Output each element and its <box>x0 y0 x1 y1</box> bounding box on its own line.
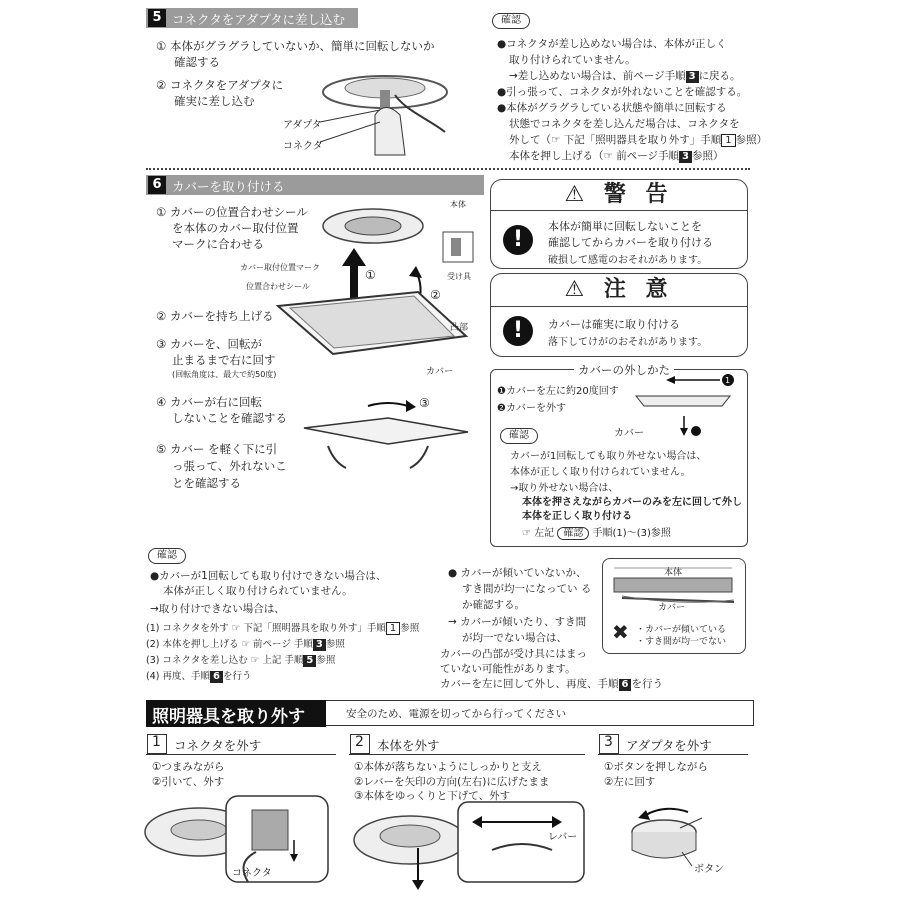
removal-s3-underline <box>598 754 748 755</box>
s6-step1-line2: を本体のカバー取付位置 <box>172 221 299 235</box>
s6-step5-line3: とを確認する <box>172 476 241 490</box>
removal-s2-l2: ②レバーを矢印の方向(左右)に広げたまま <box>354 776 550 788</box>
removal-s3-title: アダプタを外す <box>626 738 712 753</box>
s6-label-c1: ① <box>365 268 376 282</box>
removal-s3-l1: ①ボタンを押しながら <box>604 761 708 773</box>
removal-s2-l3: ③本体をゆっくりと下げて、外す <box>354 790 511 802</box>
removal-s1-l1: ①つまみながら <box>152 761 225 773</box>
remove-cover-c4: 本体を押さえながらカバーのみを左に回して外し <box>522 497 742 508</box>
section6-number: 6 <box>148 176 166 194</box>
confirm-line6: 状態でコネクタを差し込んだ場合は、コネクタを <box>509 118 740 130</box>
tilt-fig-x2: ・すき間が均一でない <box>636 637 727 647</box>
lower-confirm-l6: (3) コネクタを差し込む ☞ 上記 手順 5 参照 <box>146 655 336 666</box>
tilt-l6: カバーの凸部が受け具にはまっ <box>440 648 587 660</box>
confirm-line8: 本体を押し上げる（☞ 前ページ手順 3 参照） <box>509 150 724 162</box>
removal-s3-l2: ②左に回す <box>604 776 656 788</box>
lower-confirm-l5: (2) 本体を押し上げる ☞ 前ページ 手順 3 参照 <box>146 639 345 650</box>
section6-title: カバーを取り付ける <box>172 179 285 194</box>
warning-exclamation-icon: ! <box>503 225 533 255</box>
s6-label-c3: ③ <box>419 396 430 410</box>
caution-line2: 落下してけがのおそれがあります。 <box>548 337 708 348</box>
tilt-l8: カバーを左に回して外し、再度、手順 6 を行う <box>440 678 663 690</box>
s6-step1-line3: マークに合わせる <box>172 237 264 251</box>
remove-cover-confirm-label: 確認 <box>500 428 538 444</box>
remove-cover-line1: ❶カバーを左に約20度回す <box>497 386 619 397</box>
confirm-line2: 取り付けられていません。 <box>509 54 636 66</box>
removal-s1-num: 1 <box>152 734 161 750</box>
lower-confirm-l4: (1) コネクタを外す ☞ 下記「照明器具を取り外す」手順 1 参照 <box>146 623 420 634</box>
section5-title: コネクタをアダプタに差し込む <box>172 12 346 27</box>
removal-title: 照明器具を取り外す <box>152 707 305 727</box>
lower-confirm-label: 確認 <box>148 548 186 564</box>
s6-label-ukegu: 受け具 <box>447 272 471 281</box>
removal-s1-title: コネクタを外す <box>174 738 262 753</box>
tilt-fig-cover: カバー <box>658 603 686 613</box>
divider-dotted <box>146 168 750 170</box>
warning-header: ⚠ 警 告 <box>491 180 747 211</box>
tilt-l5: が均一でない場合は、 <box>462 632 567 644</box>
tilt-l7: ていない可能性があります。 <box>440 663 576 675</box>
tilt-fig-x1: ・カバーが傾いている <box>636 625 727 635</box>
remove-cover-c1: カバーが1回転しても取り外せない場合は、 <box>510 451 707 462</box>
tilt-l1: ● カバーが傾いていないか、 <box>448 567 587 579</box>
s6-label-mark: カバー取付位置マーク <box>240 263 320 272</box>
remove-cover-illustration <box>630 372 742 442</box>
s6-step5-line1: ⑤ カバー を軽く下に引 <box>156 442 278 456</box>
s5-label-adapter: アダプタ <box>283 120 322 131</box>
caution-exclamation-icon: ! <box>503 316 533 346</box>
lower-confirm-l2: 本体が正しく取り付けられていません。 <box>163 585 353 597</box>
s6-step1-line1: ① カバーの位置合わせシール <box>156 205 308 219</box>
svg-text:1: 1 <box>725 376 731 385</box>
confirm-line7: 外して（☞ 下記「照明器具を取り外す」手順 1 参照） <box>509 134 768 146</box>
warning-line1: 本体が簡単に回転しないことを <box>548 220 702 233</box>
s5-step1-line2: 確認する <box>174 55 220 69</box>
caution-line1: カバーは確実に取り付ける <box>548 318 680 331</box>
remove-cover-title: カバーの外しかた <box>574 362 674 378</box>
confirm-line1: ●コネクタが差し込めない場合は、本体が正しく <box>497 38 727 50</box>
lower-confirm-l7: (4) 再度、手順 6 を行う <box>146 671 252 682</box>
removal-s2-illustration <box>352 800 586 892</box>
s6-step5-line2: っ張って、外れないこ <box>172 459 287 473</box>
confirm-line5: ●本体がグラグラしている状態や簡単に回転する <box>497 102 727 114</box>
s6-illustration <box>268 196 490 484</box>
caution-header: ⚠ 注 意 <box>491 274 747 307</box>
s6-step4-line1: ④ カバーが右に回転 <box>156 395 262 409</box>
s6-step3-line3: (回転角度は、最大で約50度) <box>172 370 277 379</box>
s5-label-connector: コネクタ <box>283 141 323 152</box>
warning-line2: 確認してからカバーを取り付ける <box>548 236 713 249</box>
x-mark-icon: ✖ <box>612 620 629 644</box>
s6-label-cover: カバー <box>426 367 454 377</box>
confirm-line3: →差し込めない場合は、前ページ手順 3 に戻る。 <box>509 70 741 82</box>
s6-label-c2: ② <box>430 288 441 302</box>
warning-line3: 破損して感電のおそれがあります。 <box>548 255 708 266</box>
remove-cover-c3: →取り外せない場合は、 <box>510 483 619 494</box>
s6-step2: ② カバーを持ち上げる <box>156 309 274 323</box>
tilt-fig-honntai: 本体 <box>664 568 683 578</box>
tilt-l2: すき間が均一になってい る <box>462 583 592 595</box>
warning-triangle-icon: ⚠ <box>564 182 591 207</box>
s6-label-honntai: 本体 <box>450 200 466 209</box>
removal-s1-label: コネクタ <box>232 868 272 879</box>
s6-step4-line2: しないことを確認する <box>172 411 287 425</box>
section5-number: 5 <box>148 9 166 27</box>
caution-triangle-icon: ⚠ <box>564 277 591 302</box>
removal-s2-num: 2 <box>355 734 364 750</box>
tilt-l4: → カバーが傾いたり、すき間 <box>448 616 587 628</box>
s5-step2-line1: ② コネクタをアダプタに <box>156 78 284 92</box>
s6-step3-line2: 止まるまで右に回す <box>172 353 276 367</box>
tilt-l3: か確認する。 <box>462 599 525 611</box>
removal-s2-label: レバー <box>548 832 578 843</box>
remove-cover-c5: 本体を正しく取り付ける <box>522 511 632 522</box>
s6-label-totsubu: 凸部 <box>450 323 469 333</box>
removal-s1-l2: ②引いて、外す <box>152 776 225 788</box>
s5-step1-line1: ① 本体がグラグラしていないか、簡単に回転しないか <box>156 39 435 53</box>
lower-confirm-l1: ●カバーが1回転しても取り付けできない場合は、 <box>150 570 387 582</box>
removal-note: 安全のため、電源を切ってから行ってください <box>346 708 567 720</box>
removal-s2-title: 本体を外す <box>377 738 440 753</box>
remove-cover-c6: ☞ 左記 確認 手順(1)～(3)参照 <box>522 528 671 539</box>
confirm-line4: ●引っ張って、コネクタが外れないことを確認する。 <box>497 86 748 98</box>
s6-label-seal: 位置合わせシール <box>246 282 310 291</box>
removal-s3-label: ボタン <box>694 864 724 875</box>
s5-step2-line2: 確実に差し込む <box>174 94 255 108</box>
removal-s2-underline <box>349 754 585 755</box>
remove-cover-c2: 本体が正しく取り付けられていません。 <box>510 467 691 478</box>
lower-confirm-l3: →取り付けできない場合は、 <box>150 603 285 615</box>
removal-s1-underline <box>146 754 336 755</box>
s6-step3-line1: ③ カバーを、回転が <box>156 337 262 351</box>
remove-cover-line2: ❷カバーを外す <box>497 403 566 414</box>
removal-s2-l1: ①本体が落ちないようにしっかりと支え <box>354 761 542 773</box>
remove-cover-label-cover: カバー <box>614 428 644 439</box>
confirm-label-top: 確認 <box>492 13 530 29</box>
removal-s3-num: 3 <box>604 734 613 750</box>
